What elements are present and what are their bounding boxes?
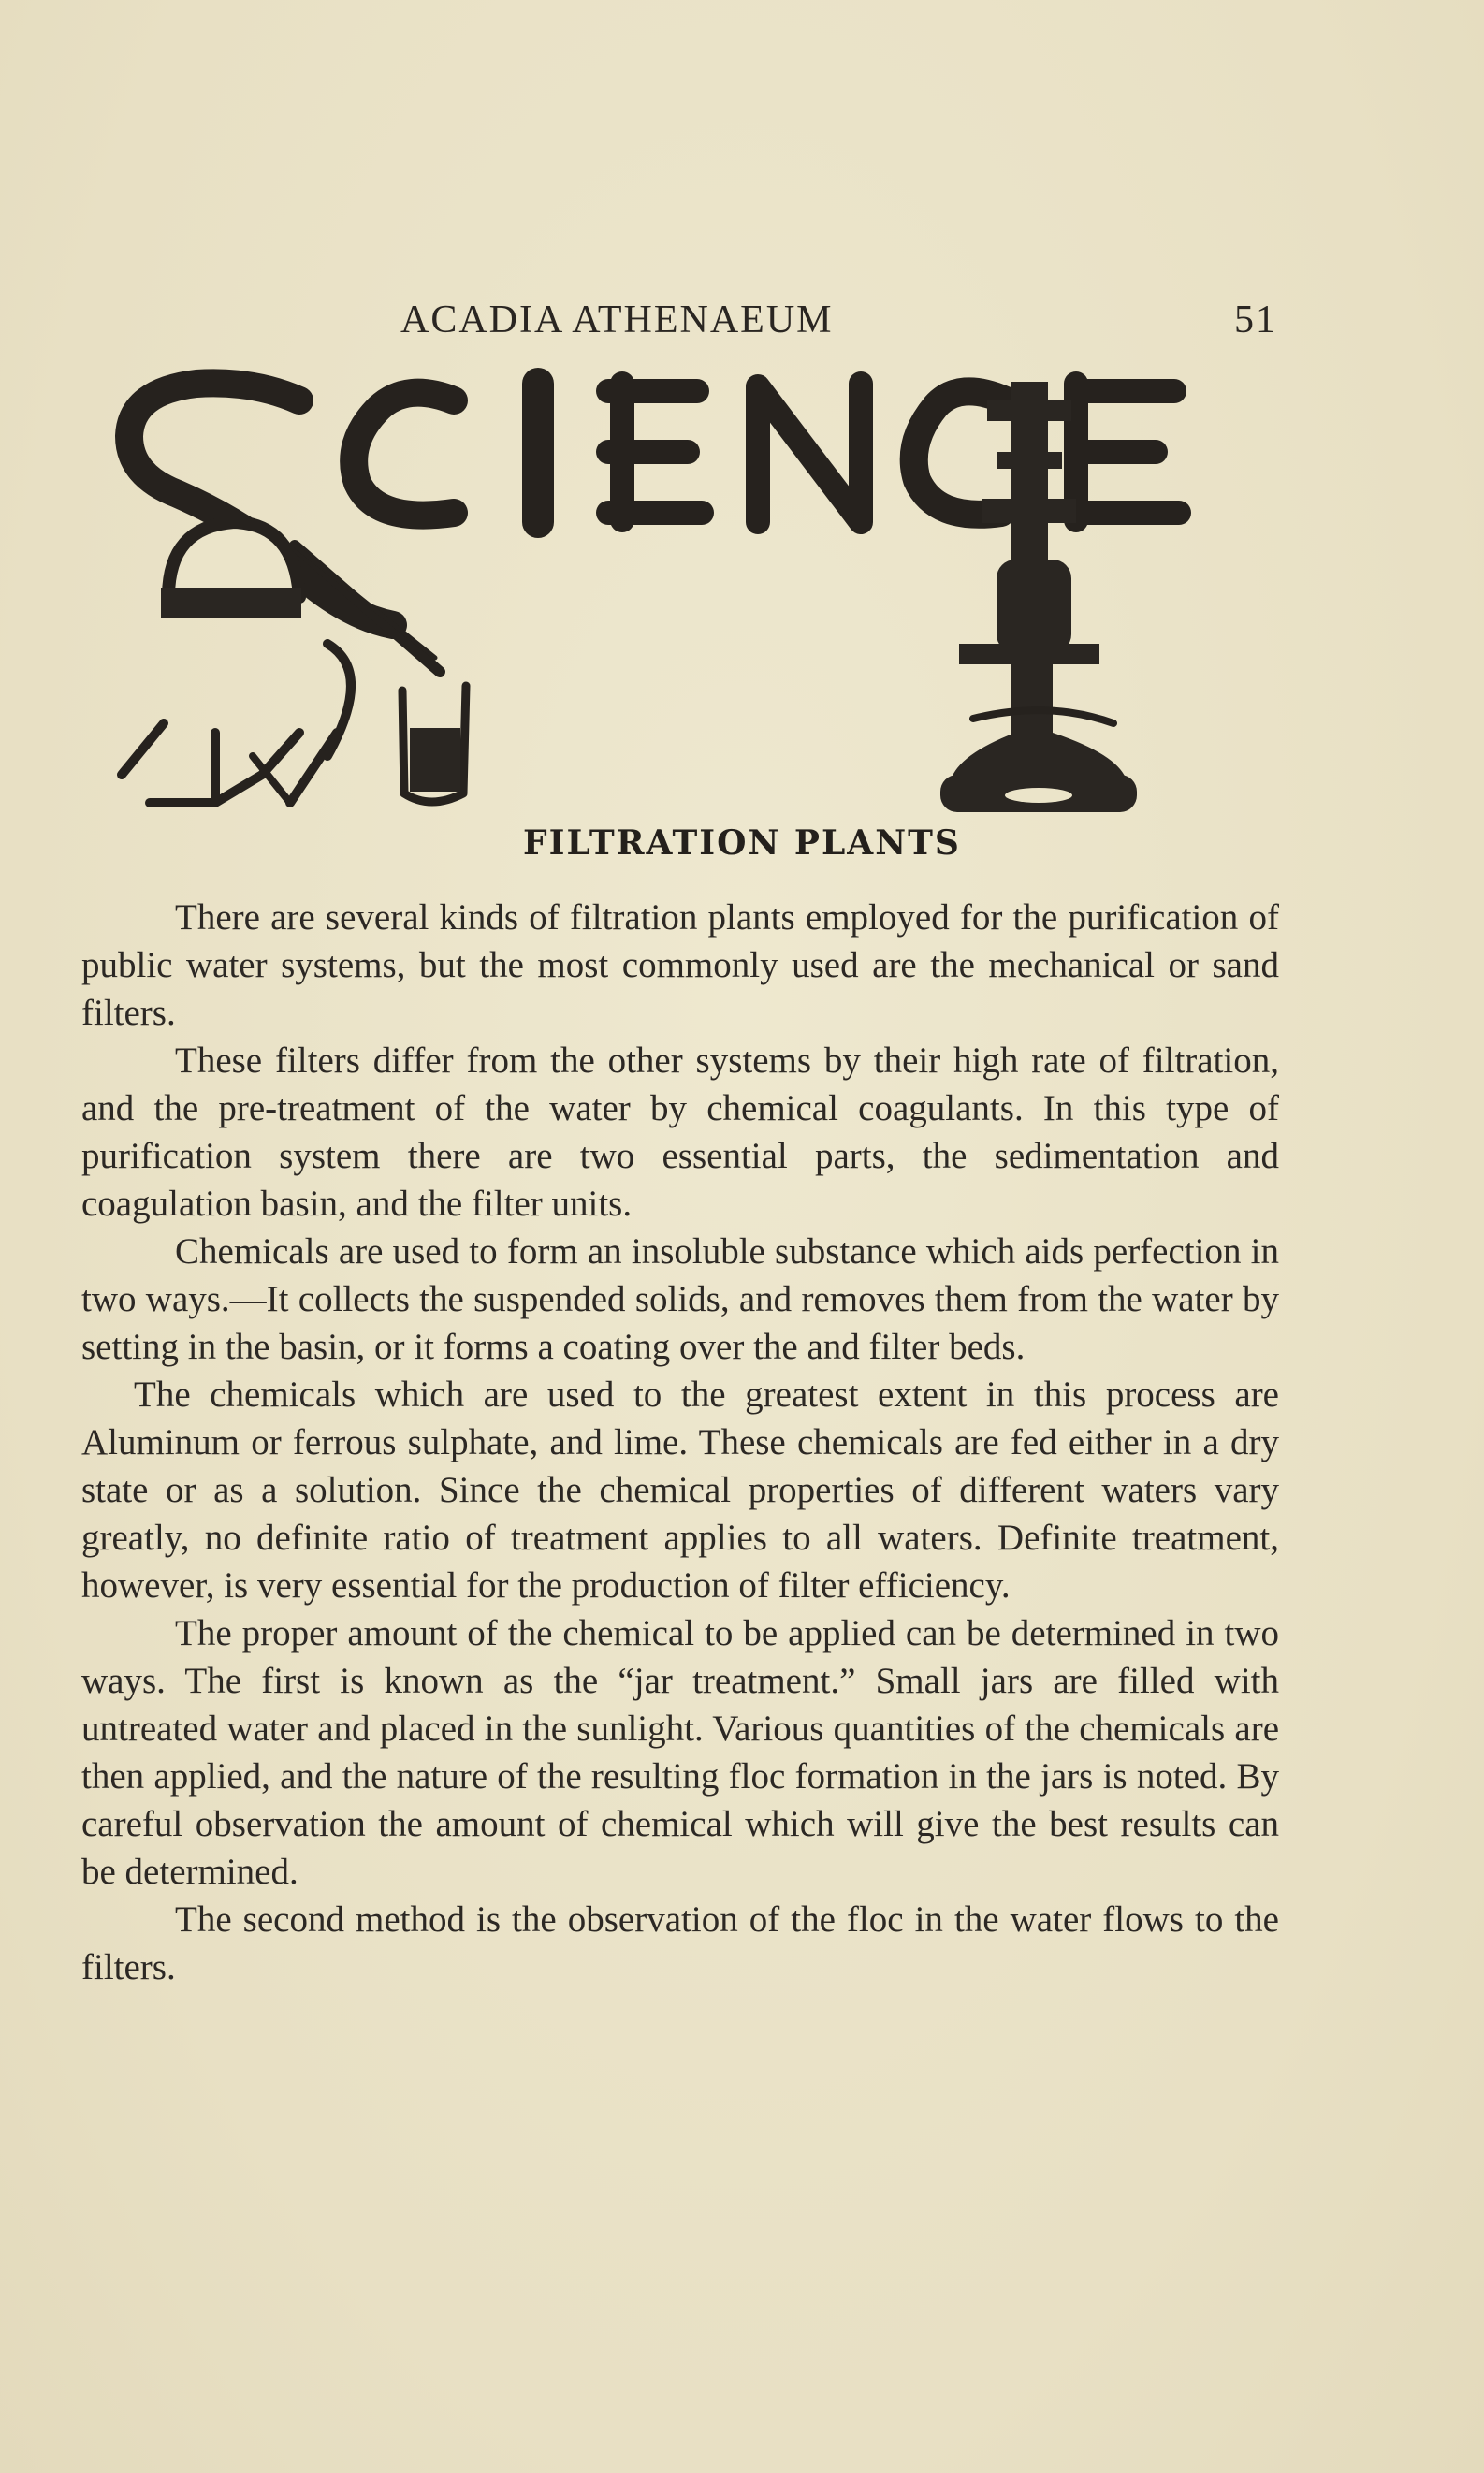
paragraph-5: The proper amount of the chemical to be applied can be determined in two ways. The first is known as the “jar treatment.” Small jars are filled with untreated water and placed in the sunlight. Various quantities of the chemicals are then applied, and the nature of the resulting floc formation in the jars is noted. By careful observation the amount of chemical which will give the best results can be determined. [81, 1613, 1279, 1892]
article-heading: FILTRATION PLANTS [523, 823, 961, 863]
retort-flask-icon [168, 522, 299, 597]
page-number: 51 [1234, 298, 1277, 342]
banner-letter-e2 [1076, 384, 1179, 520]
science-banner-illustration [112, 363, 1263, 812]
article-body [81, 894, 1279, 1991]
banner-letter-e1 [608, 384, 702, 520]
ring-stand-icon [122, 723, 337, 803]
paragraph-1: There are several kinds of filtration plants employed for the purification of public water systems, but the most commonly used are the mechanical or sand filters. [81, 897, 1279, 1033]
paragraph-4: The chemicals which are used to the greatest extent in this process are Aluminum or ferrous sulphate, and lime. These chemicals are fed either in a dry state or as a solution. Since the chemical properties of different waters vary greatly, no definite ratio of treatment applies to all waters. Definite treatment, however, is very essential for the production of filter efficiency. [81, 1375, 1279, 1606]
journal-title: ACADIA ATHENAEUM [400, 298, 834, 342]
banner-letter-c1 [354, 393, 454, 516]
paragraph-3: Chemicals are used to form an insoluble substance which aids perfection in two ways.—It collects the suspended solids, and removes them from the water by setting in the basin, or it forms a coating over the and filter beds. [81, 1231, 1279, 1367]
banner-letter-n [758, 384, 861, 522]
paragraph-6: The second method is the observation of the floc in the water flows to the filters. [81, 1899, 1279, 1987]
paragraph-2: These filters differ from the other systems by their high rate of filtration, and the pre-treatment of the water by chemical coagulants. In this type of purification system there are two essential parts, the sedimentation and coagulation basin, and the filter units. [81, 1040, 1279, 1224]
